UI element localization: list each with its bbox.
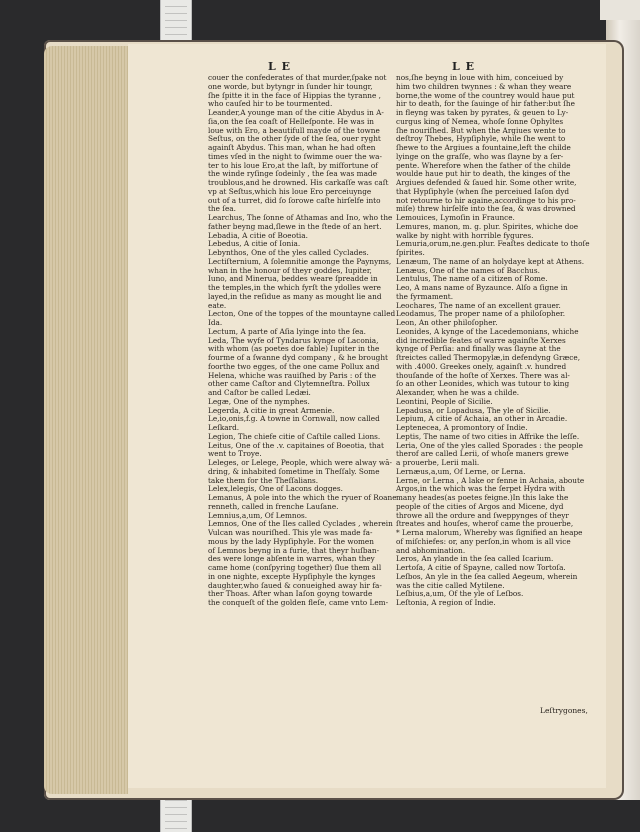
text-line: Lenæum, The name of an holydaye kept at Athens. bbox=[396, 257, 585, 266]
text-line: Leon, An other philoſopher. bbox=[396, 319, 498, 327]
text-line: Legæ, One of the nymphes. bbox=[208, 397, 310, 406]
text-line: not retourne to hir againe,accordinge to his pro- bbox=[396, 196, 576, 205]
text-line: a prouerbe, Lerii mali. bbox=[396, 459, 480, 467]
background-paper bbox=[600, 0, 640, 20]
text-line: Lebynthos, One of the yles called Cyclades. bbox=[208, 249, 369, 257]
text-line: Lemures, manon, m. g. plur. Spirites, whiche doe bbox=[396, 222, 579, 231]
text-line: did incredible feates of warre againſte Xerxes bbox=[396, 336, 566, 345]
text-line: ſhe nouriſhed. But when the Argiues wente to bbox=[396, 126, 566, 135]
text-line: * Lerna malorum, Whereby was ſignified an heape bbox=[396, 529, 583, 537]
text-line: des were longe abſente in warres, whan they bbox=[208, 555, 375, 564]
text-line: Leſbos, An yle in the ſea called Aegeum, wherein bbox=[396, 572, 578, 581]
text-line: curgus king of Nemea, whoſe ſonne Ophyltes bbox=[396, 117, 564, 126]
text-line: people of the cities of Argos and Micene, dyd bbox=[396, 502, 564, 511]
text-line: Lepadusa, or Lopadusa, The yle of Sicilie. bbox=[396, 406, 551, 415]
text-line: and abhomination. bbox=[396, 546, 466, 555]
running-header-left: L E bbox=[268, 60, 291, 73]
text-line: was the citie called Mytilene. bbox=[396, 581, 505, 590]
text-line: other came Caſtor and Clytemneſtra. Pollux bbox=[208, 380, 370, 389]
text-line: ſo an other Leonides, which was tutour to king bbox=[396, 380, 570, 389]
text-line: Lepium, A citie of Achaia, an other in Arcadie. bbox=[396, 415, 568, 424]
dictionary-column-right bbox=[396, 74, 596, 608]
text-line: Learchus, The ſonne of Athamas and Ino, who the bbox=[208, 214, 393, 222]
text-line: Leo, A mans name of Byzaunce. Alſo a ſigne in bbox=[396, 284, 568, 292]
text-line: Alexander, when he was a childe. bbox=[396, 389, 520, 397]
text-line: daughter,who ſaued & conueighed away hir fa- bbox=[208, 581, 382, 590]
text-line: Lernæus,a,um, Of Lerne, or Lerna. bbox=[396, 467, 526, 476]
text-line: therof are called Lerii, of whoſe maners grewe bbox=[396, 450, 569, 459]
text-line: couer the confederates of that murder,ſpake not bbox=[208, 74, 387, 82]
text-line: Seſtus, on the other ſyde of the ſea, ouer ryght bbox=[208, 135, 381, 144]
text-line: layed,in the reſidue as many as mought lie and bbox=[208, 292, 382, 301]
text-line: and Caſtor be called Ledæi. bbox=[208, 389, 311, 397]
text-line: Lebadia, A citie of Boeotia. bbox=[208, 231, 308, 240]
text-line: borne,the wome of the countrey would haue put bbox=[396, 91, 575, 100]
text-line: ſpirites. bbox=[396, 249, 425, 257]
text-line: Leria, One of the yles called Sporades : the people bbox=[396, 441, 583, 450]
text-line: Lecton, One of the toppes of the mountayne called bbox=[208, 310, 396, 319]
text-line: with whom (as poetes doe fable) Iupiter in the bbox=[208, 345, 380, 354]
text-line: deſtroy Thebes, Hypſiphyle, while ſhe went to bbox=[396, 135, 566, 144]
text-line: loue with Ero, a beautifull mayde of the towne bbox=[208, 126, 380, 135]
text-line: him two children twynnes : & whan they weare bbox=[396, 82, 572, 91]
text-line: ther Thoas. After whan Iaſon goyng towarde bbox=[208, 590, 373, 599]
text-line: that Hypſiphyle (when ſhe perceiued Iaſon dyd bbox=[396, 187, 570, 196]
text-line: ſia,on the ſea coaſt of Helleſponte. He was in bbox=[208, 117, 374, 126]
text-line: father beyng mad,ſlewe in the ſtede of an hert. bbox=[208, 222, 382, 231]
text-line: whan in the honour of theyr goddes, Iupiter, bbox=[208, 266, 372, 275]
text-line: Lectiſternium, A ſolemnitie amonge the Paynyms, bbox=[208, 257, 392, 266]
text-line: the conqueſt of the golden fleſe, came vnto Lem- bbox=[208, 599, 389, 607]
text-line: Leptenecea, A promontory of Indie. bbox=[396, 424, 528, 432]
catchword: Leſtrygones, bbox=[540, 706, 588, 715]
text-line: Argiues defended & ſaued hir. Some other write, bbox=[396, 179, 577, 187]
text-line: renneth, called in frenche Lauſane. bbox=[208, 502, 339, 511]
text-line: Leſkard. bbox=[208, 424, 240, 432]
text-line: Helena, whiche was rauiſhed by Paris : of the bbox=[208, 371, 377, 380]
text-line: Iuno, and Minerua, beddes weare ſpreadde in bbox=[208, 275, 378, 284]
text-line: ſhe ſpitte it in the face of Hippias the tyranne , bbox=[208, 91, 381, 100]
text-line: dring, & inhabited ſometime in Theſſaly. Some bbox=[208, 467, 380, 476]
text-line: the ſea. bbox=[208, 205, 236, 214]
text-line: many heades(as poetes feigne.)In this lake the bbox=[396, 494, 569, 502]
text-line: Lelex,lelegis, One of Lacons dogges. bbox=[208, 485, 343, 494]
text-line: Le,io,onis,f.g. A towne in Cornwall, now called bbox=[208, 415, 380, 424]
text-line: woulde haue put hir to death, the kinges of the bbox=[396, 170, 571, 179]
text-line: Argos,in the which was the ſerpet Hydra with bbox=[396, 485, 566, 494]
text-line: ſtreates and houſes, wherof came the prouerbe, bbox=[396, 520, 574, 529]
text-line: hir to death, for the ſauinge of hir father:but ſhe bbox=[396, 100, 575, 109]
text-line: Lemuria,orum,ne.gen.plur. Feaſtes dedicate to thoſe bbox=[396, 240, 590, 249]
text-line: fourme of a ſwanne dyd company , & he brought bbox=[208, 354, 388, 362]
text-line: Leros, An ylande in the ſea called Icarium. bbox=[396, 555, 554, 564]
text-line: kynge of Perſia: and finally was ſlayne at the bbox=[396, 345, 561, 354]
text-line: Leptis, The name of two cities in Affrike the leſſe. bbox=[396, 432, 580, 441]
text-line: Lemouices, Lymoſin in Fraunce. bbox=[396, 214, 515, 222]
text-line: take them for the Theſſalians. bbox=[208, 476, 319, 485]
text-line: mous by the lady Hypſiphyle. For the women bbox=[208, 537, 374, 546]
text-line: Legerda, A citie in great Armenie. bbox=[208, 406, 335, 415]
text-line: Leochares, The name of an excellent grauer. bbox=[396, 301, 561, 310]
text-line: Lectum, A parte of Aſia lyinge into the ſea. bbox=[208, 327, 366, 336]
text-line: Lemnius,a,um, Of Lemnos. bbox=[208, 511, 308, 520]
text-line: went to Troye. bbox=[208, 450, 262, 459]
text-line: Leander,A younge man of the citie Abydus in A- bbox=[208, 109, 384, 117]
text-line: throwe all the ordure and ſweppynges of theyr bbox=[396, 511, 569, 520]
dictionary-column-left bbox=[208, 74, 406, 608]
text-line: Vulcan was nouriſhed. This yle was made fa- bbox=[208, 529, 373, 537]
text-line: Leontini, People of Sicilie. bbox=[396, 397, 493, 406]
text-line: Leitus, One of the .v. capitaines of Boeotia, that bbox=[208, 441, 384, 450]
text-line: ſhewe to the Argiues a fountaine,left the childe bbox=[396, 144, 571, 152]
text-line: one worde, but bytyngr in ſunder hir toungr, bbox=[208, 82, 373, 91]
text-line: Leleges, or Lelege, People, which were alway wā- bbox=[208, 459, 392, 467]
text-line: Lemanus, A pole into the which the ryuer of Roane bbox=[208, 494, 397, 502]
text-line: of Lemnos beyng in a furie, that theyr huſban- bbox=[208, 546, 380, 555]
text-line: in fleyng was taken by pyrates, & geuen to Ly- bbox=[396, 109, 569, 117]
text-line: the temples,in the which fyrſt the ydolles were bbox=[208, 284, 381, 292]
text-line: out of a turret, did ſo ſorowe caſte hirſelfe into bbox=[208, 196, 381, 205]
text-line: Legion, The chiefe citie of Caſtile called Lions. bbox=[208, 432, 381, 441]
text-line: vp at Seſtus,which his loue Ero perceiuynge bbox=[208, 187, 372, 196]
text-line: nos,ſhe beyng in loue with him, conceiued by bbox=[396, 74, 564, 82]
text-line: Ida. bbox=[208, 319, 223, 327]
text-line: the fyrmament. bbox=[396, 292, 454, 301]
text-line: the winde ryſinge ſodeinly , the ſea was made bbox=[208, 170, 377, 179]
text-line: Lebedus, A citie of Ionia. bbox=[208, 240, 301, 249]
page-edges bbox=[44, 46, 128, 794]
text-line: times vſed in the night to ſwimme ouer the wa- bbox=[208, 152, 382, 161]
text-line: ſtreictes called Thermopylæ,in defendyng Græce, bbox=[396, 354, 581, 362]
text-line: pente. Wherefore when the father of the childe bbox=[396, 161, 571, 170]
text-line: came home (conſpyring together) ſlue them all bbox=[208, 564, 382, 572]
text-line: Lentulus, The name of a citizen of Rome. bbox=[396, 275, 548, 284]
text-line: Lerne, or Lerna , A lake or fenne in Achaia, aboute bbox=[396, 476, 585, 485]
text-line: who cauſed hir to be tourmented. bbox=[208, 100, 333, 109]
text-line: foorthe two egges, of the one came Pollux and bbox=[208, 362, 380, 371]
text-line: with .4000. Greekes onely, againſt .v. hundred bbox=[396, 362, 567, 371]
measurement-ruler-top bbox=[160, 0, 192, 40]
text-line: Lertoſa, A citie of Spayne, called now Tortoſa. bbox=[396, 564, 566, 572]
text-line: walke by night with horrible fygures. bbox=[396, 231, 534, 240]
running-header-right: L E bbox=[452, 60, 475, 73]
text-line: troublous,and he drowned. His carkaſſe was caſt bbox=[208, 179, 389, 187]
text-line: Leſbius,a,um, Of the yle of Leſbos. bbox=[396, 590, 524, 599]
text-line: lyinge on the graſſe, who was ſlayne by a ſer- bbox=[396, 152, 564, 161]
text-line: Lenæus, One of the names of Bacchus. bbox=[396, 266, 540, 275]
text-line: thouſande of the hoſte of Xerxes. There was al- bbox=[396, 371, 570, 380]
text-line: ter to his loue Ero,at the laſt, by miſfortune of bbox=[208, 161, 378, 170]
text-line: of miſchiefes: or, any perſon,in whom is all vice bbox=[396, 537, 571, 546]
text-line: miſe) threw hirſelfe into the ſea, & was drowned bbox=[396, 205, 576, 214]
text-line: Leda, The wyfe of Tyndarus kynge of Laconia, bbox=[208, 336, 379, 345]
text-line: Lemnos, One of the Iles called Cyclades , wherein bbox=[208, 520, 393, 529]
text-line: in one nighte, excepte Hypſiphyle the kynges bbox=[208, 572, 376, 581]
text-line: Leodamus, The proper name of a philoſopher. bbox=[396, 310, 566, 319]
text-line: againſt Abydus. This man, whan he had often bbox=[208, 144, 376, 152]
text-line: Leonides, A kynge of the Lacedemonians, whiche bbox=[396, 327, 579, 336]
text-line: eate. bbox=[208, 301, 227, 310]
text-line: Leſtonia, A region of Indie. bbox=[396, 599, 496, 607]
